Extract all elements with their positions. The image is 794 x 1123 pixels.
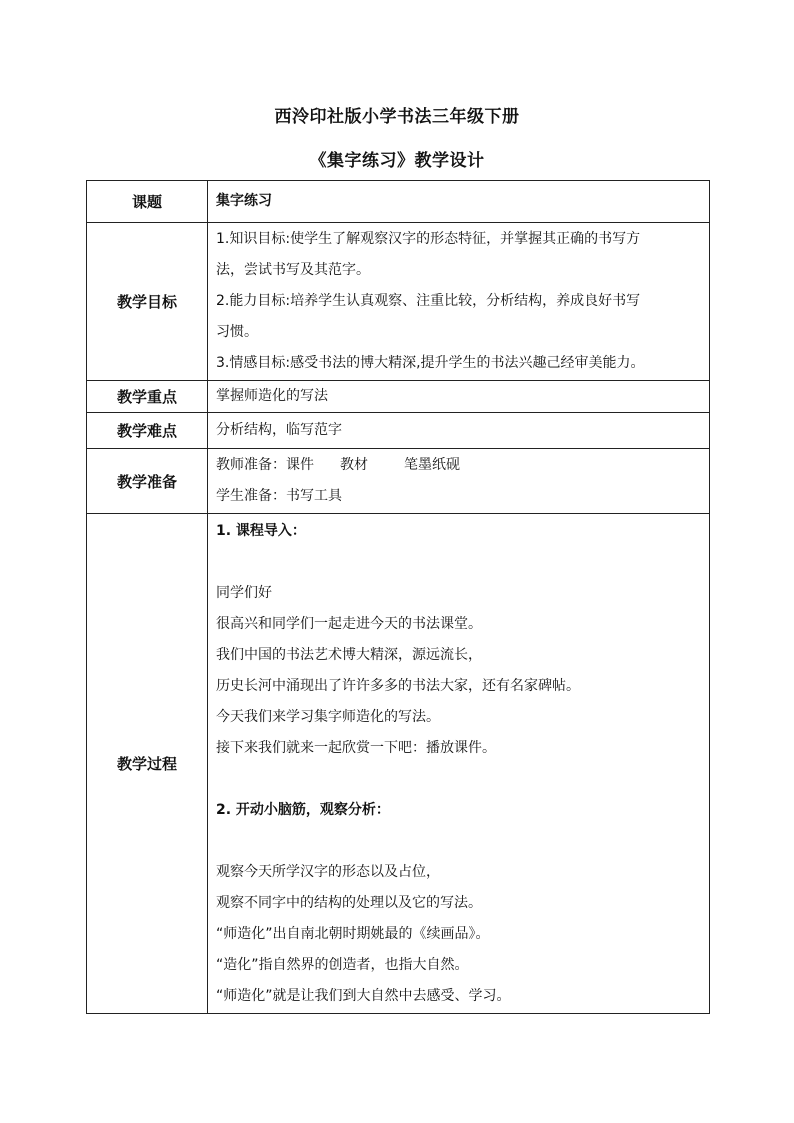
section-heading: 1. 课程导入： bbox=[216, 523, 306, 539]
process-line: 观察今天所学汉字的形态以及占位， bbox=[216, 864, 440, 880]
teacher-prep-item: 教材 bbox=[340, 457, 368, 473]
row-key-points bbox=[87, 381, 710, 413]
process-line: 接下来我们就来一起欣赏一下吧：播放课件。 bbox=[216, 740, 496, 756]
value-key-points: 掌握师造化的写法 bbox=[208, 381, 710, 413]
document-subtitle: 《集字练习》教学设计 bbox=[309, 151, 485, 171]
row-topic bbox=[87, 181, 710, 223]
teacher-prep-item: 课件 bbox=[286, 457, 314, 473]
objective-line: 3.情感目标:感受书法的博大精深,提升学生的书法兴趣己经审美能力。 bbox=[216, 355, 645, 371]
lesson-plan-table bbox=[86, 180, 710, 1014]
value-preparation bbox=[208, 449, 710, 514]
value-objectives bbox=[208, 223, 710, 381]
process-line: “师造化”出自南北朝时期姚最的《续画品》。 bbox=[216, 926, 490, 942]
row-process bbox=[87, 514, 710, 1014]
value-difficulties: 分析结构，临写范字 bbox=[208, 413, 710, 449]
process-line: “师造化”就是让我们到大自然中去感受、学习。 bbox=[216, 988, 511, 1004]
teacher-preparation bbox=[216, 450, 705, 481]
objective-line: 2.能力目标:培养学生认真观察、注重比较，分析结构，养成良好书写 bbox=[216, 293, 641, 309]
row-preparation bbox=[87, 449, 710, 514]
process-line: 观察不同字中的结构的处理以及它的写法。 bbox=[216, 895, 482, 911]
process-line: 历史长河中涌现出了许许多多的书法大家，还有名家碑帖。 bbox=[216, 678, 580, 694]
student-preparation: 学生准备：书写工具 bbox=[216, 488, 342, 504]
objective-line: 法，尝试书写及其范字。 bbox=[216, 262, 370, 278]
label-objectives: 教学目标 bbox=[87, 223, 208, 381]
label-difficulties: 教学难点 bbox=[87, 413, 208, 449]
label-process: 教学过程 bbox=[87, 514, 208, 1014]
process-line: 很高兴和同学们一起走进今天的书法课堂。 bbox=[216, 616, 482, 632]
teacher-prep-label: 教师准备： bbox=[216, 457, 286, 473]
label-topic: 课题 bbox=[87, 181, 208, 223]
label-preparation: 教学准备 bbox=[87, 449, 208, 514]
row-difficulties bbox=[87, 413, 710, 449]
value-process bbox=[208, 514, 710, 1014]
objective-line: 习惯。 bbox=[216, 324, 258, 340]
process-line: 今天我们来学习集字师造化的写法。 bbox=[216, 709, 440, 725]
label-key-points: 教学重点 bbox=[87, 381, 208, 413]
value-topic: 集字练习 bbox=[208, 181, 710, 223]
teacher-prep-item: 笔墨纸砚 bbox=[404, 457, 460, 473]
process-line: “造化”指自然界的创造者，也指大自然。 bbox=[216, 957, 469, 973]
process-line: 同学们好 bbox=[216, 585, 272, 601]
document-title: 西泠印社版小学书法三年级下册 bbox=[274, 107, 520, 127]
objective-line: 1.知识目标:使学生了解观察汉字的形态特征，并掌握其正确的书写方 bbox=[216, 231, 641, 247]
row-objectives bbox=[87, 223, 710, 381]
section-heading: 2. 开动小脑筋，观察分析： bbox=[216, 802, 390, 818]
process-line: 我们中国的书法艺术博大精深，源远流长， bbox=[216, 647, 482, 663]
